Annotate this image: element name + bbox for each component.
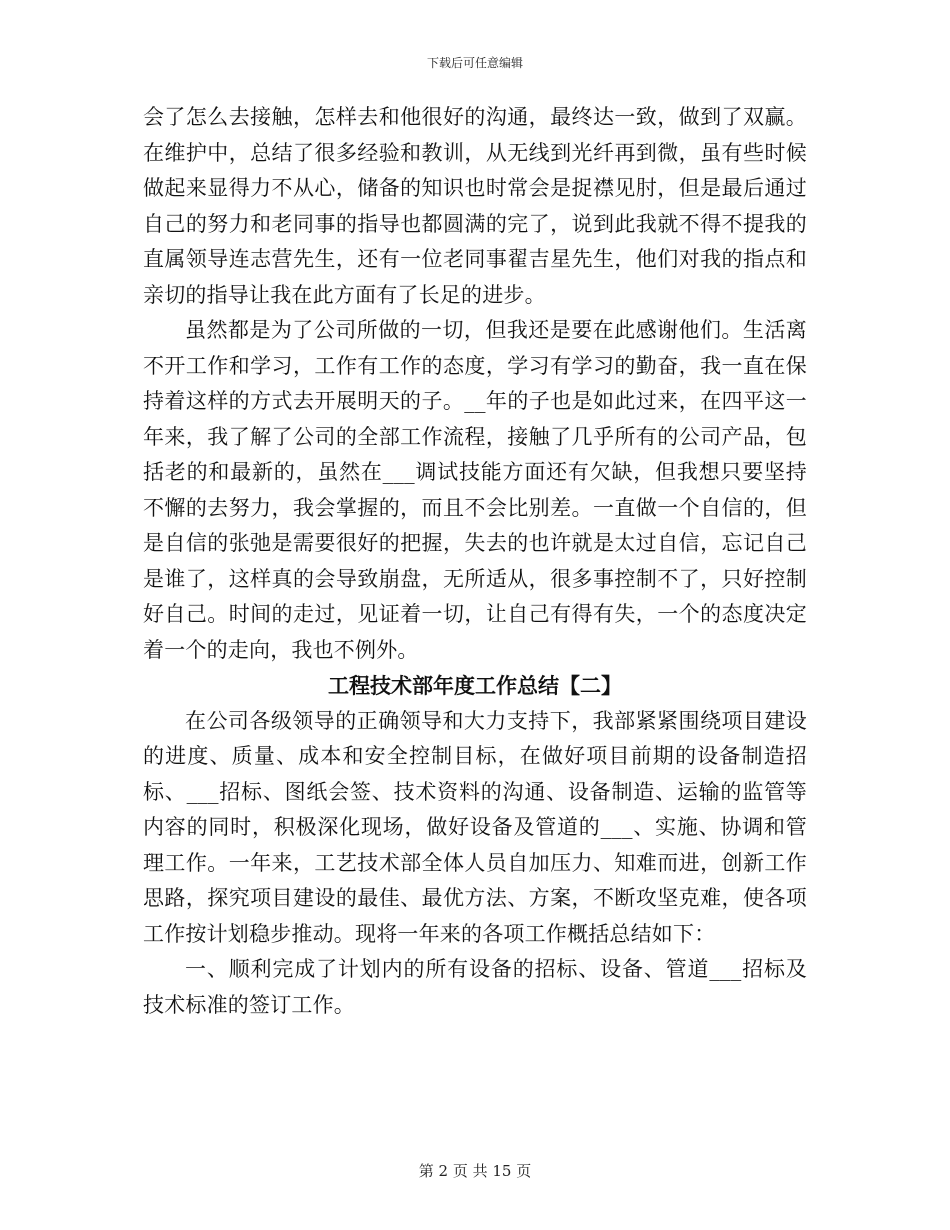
paragraph-continued: 会了怎么去接触，怎样去和他很好的沟通，最终达一致，做到了双赢。在维护中，总结了很多经验和教训，从无线到光纤再到微，虽有些时候做起来显得力不从心，储备的知识也时常会是捉襟见肘，但是最后通过自己的努力和老同事的指导也都圆满的完了，说到此我就不得不提我的直属领导连志营先生，还有一位老同事翟吉星先生，他们对我的指点和亲切的指导让我在此方面有了长足的进步。 (143, 105, 807, 307)
section-title: 工程技术部年度工作总结【二】 (328, 673, 622, 698)
page-number: 第 2 页 共 15 页 (418, 1162, 532, 1180)
paragraph-item-one: 一、顺利完成了计划内的所有设备的招标、设备、管道___招标及技术标准的签订工作。 (143, 957, 807, 1017)
document-body (143, 100, 807, 1023)
page-header-note: 下载后可任意编辑 (426, 56, 523, 70)
paragraph-thanks: 虽然都是为了公司所做的一切，但我还是要在此感谢他们。生活离不开工作和学习，工作有工作的态度，学习有学习的勤奋，我一直在保持着这样的方式去开展明天的子。__年的子也是如此过来，在四平这一年来，我了解了公司的全部工作流程，接触了几乎所有的公司产品，包括老的和最新的，虽然在___调试技能方面还有欠缺，但我想只要坚持不懈的去努力，我会掌握的，而且不会比别差。一直做一个自信的，但是自信的张弛是需要很好的把握，失去的也许就是太过自信，忘记自己是谁了，这样真的会导致崩盘，无所适从，很多事控制不了，只好控制好自己。时间的走过，见证着一切，让自己有得有失，一个的态度决定着一个的走向，我也不例外。 (143, 318, 807, 662)
paragraph-intro: 在公司各级领导的正确领导和大力支持下，我部紧紧围绕项目建设的进度、质量、成本和安全控制目标，在做好项目前期的设备制造招标、___招标、图纸会签、技术资料的沟通、设备制造、运输的监管等内容的同时，积极深化现场，做好设备及管道的___、实施、协调和管理工作。一年来，工艺技术部全体人员自加压力、知难而进，创新工作思路，探究项目建设的最佳、最优方法、方案，不断攻坚克难，使各项工作按计划稳步推动。现将一年来的各项工作概括总结如下： (143, 708, 807, 946)
